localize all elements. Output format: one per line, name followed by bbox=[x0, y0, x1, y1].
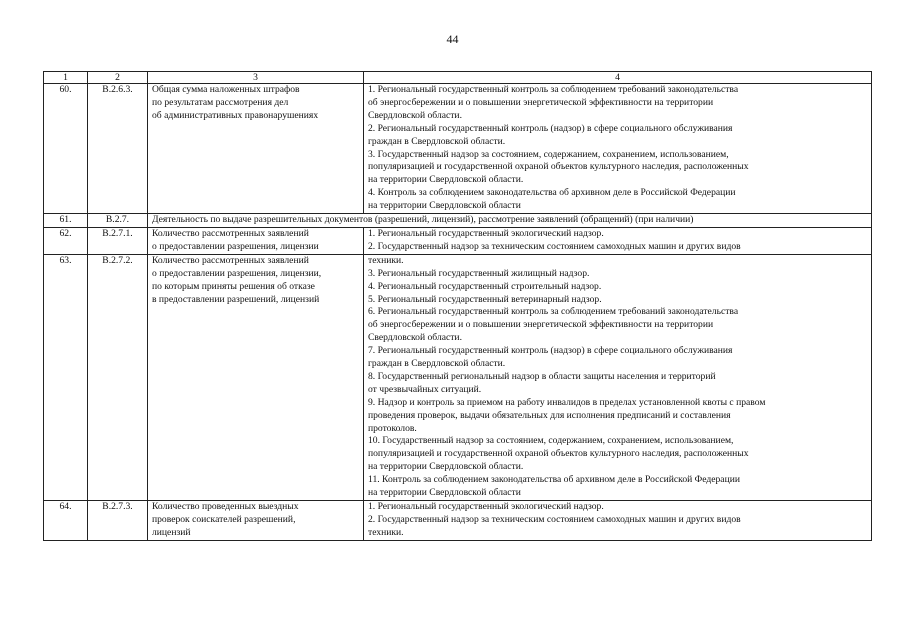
control-types bbox=[364, 227, 872, 254]
section-title bbox=[148, 214, 872, 228]
control-type-line: на территории Свердловской области. bbox=[368, 174, 524, 186]
row-number: 60. bbox=[44, 84, 88, 214]
table-row bbox=[44, 501, 872, 541]
control-type-line: 1. Региональный государственный экологический надзор. bbox=[368, 501, 604, 512]
control-type-line: 4. Контроль за соблюдением законодательства об архивном деле в Российской Федерации bbox=[368, 187, 736, 199]
control-type-line: на территории Свердловской области. bbox=[368, 461, 524, 473]
indicator-name-line: об административных правонарушениях bbox=[152, 109, 319, 121]
control-type-line: 8. Государственный региональный надзор в области защиты населения и территорий bbox=[368, 370, 716, 382]
control-type-line: 2. Региональный государственный контроль (надзор) в сфере социального обслуживания bbox=[368, 122, 733, 134]
control-type-line: Свердловской области. bbox=[368, 332, 462, 344]
indicator-name-line: проверок соискателей разрешений, bbox=[152, 513, 296, 525]
table-body bbox=[44, 84, 872, 541]
indicator-name-line: лицензий bbox=[152, 526, 191, 538]
indicator-name bbox=[148, 501, 364, 541]
control-type-line: техники. bbox=[368, 254, 404, 266]
table-row bbox=[44, 227, 872, 254]
indicator-name-line: в предоставлении разрешений, лицензий bbox=[152, 293, 320, 305]
control-type-line: 2. Государственный надзор за техническим состоянием самоходных машин и других видов bbox=[368, 240, 741, 252]
control-type-line: об энергосбережении и о повышении энергетической эффективности на территории bbox=[368, 319, 714, 331]
indicator-name-line: о предоставлении разрешения, лицензии bbox=[152, 240, 319, 252]
column-header-2: 2 bbox=[88, 72, 148, 84]
indicator-name-line: Общая сумма наложенных штрафов bbox=[152, 84, 300, 95]
control-type-line: от чрезвычайных ситуаций. bbox=[368, 383, 482, 395]
indicator-name bbox=[148, 227, 364, 254]
control-type-line: 10. Государственный надзор за состоянием, содержанием, сохранением, использованием, bbox=[368, 435, 734, 447]
indicator-name-line: Количество рассмотренных заявлений bbox=[152, 254, 309, 266]
control-type-line: граждан в Свердловской области. bbox=[368, 358, 506, 370]
control-type-line: 3. Государственный надзор за состоянием, содержанием, сохранением, использованием, bbox=[368, 148, 729, 160]
section-title-text: Деятельность по выдаче разрешительных документов (разрешений, лицензий), рассмотрение заявлений (обращений) (при наличии) bbox=[152, 214, 694, 226]
indicator-code: В.2.7.3. bbox=[88, 501, 148, 541]
table-row bbox=[44, 254, 872, 500]
control-type-line: 9. Надзор и контроль за приемом на работу инвалидов в пределах установленной квоты с правом bbox=[368, 396, 766, 408]
control-type-line: 1. Региональный государственный экологический надзор. bbox=[368, 227, 604, 239]
control-type-line: 1. Региональный государственный контроль за соблюдением требований законодательства bbox=[368, 84, 739, 95]
control-type-line: на территории Свердловской области bbox=[368, 200, 521, 212]
indicator-name-line: по результатам рассмотрения дел bbox=[152, 96, 289, 108]
control-type-line: 11. Контроль за соблюдением законодательства об архивном деле в Российской Федерации bbox=[368, 474, 740, 486]
control-type-line: 6. Региональный государственный контроль за соблюдением требований законодательства bbox=[368, 306, 739, 318]
control-type-line: 7. Региональный государственный контроль (надзор) в сфере социального обслуживания bbox=[368, 345, 733, 357]
control-type-line: 5. Региональный государственный ветеринарный надзор. bbox=[368, 293, 602, 305]
indicator-code: В.2.7.1. bbox=[88, 227, 148, 254]
row-number: 62. bbox=[44, 227, 88, 254]
control-type-line: на территории Свердловской области bbox=[368, 487, 521, 499]
column-number-row bbox=[44, 72, 872, 84]
control-types bbox=[364, 501, 872, 541]
control-type-line: Свердловской области. bbox=[368, 109, 462, 121]
table-row bbox=[44, 84, 872, 214]
control-type-line: 4. Региональный государственный строительный надзор. bbox=[368, 280, 602, 292]
indicator-name bbox=[148, 84, 364, 214]
column-header-4: 4 bbox=[364, 72, 872, 84]
indicators-table bbox=[43, 71, 872, 541]
indicator-code: В.2.6.3. bbox=[88, 84, 148, 214]
control-type-line: об энергосбережении и о повышении энергетической эффективности на территории bbox=[368, 96, 714, 108]
row-number: 63. bbox=[44, 254, 88, 500]
indicator-name-line: Количество проведенных выездных bbox=[152, 501, 299, 512]
row-number: 61. bbox=[44, 214, 88, 228]
row-number: 64. bbox=[44, 501, 88, 541]
table-row bbox=[44, 214, 872, 228]
control-types bbox=[364, 254, 872, 500]
control-type-line: 2. Государственный надзор за техническим состоянием самоходных машин и других видов bbox=[368, 513, 741, 525]
indicator-name-line: Количество рассмотренных заявлений bbox=[152, 227, 309, 239]
indicator-code: В.2.7.2. bbox=[88, 254, 148, 500]
control-type-line: 3. Региональный государственный жилищный надзор. bbox=[368, 267, 590, 279]
control-type-line: протоколов. bbox=[368, 422, 417, 434]
control-types bbox=[364, 84, 872, 214]
control-type-line: проведения проверок, выдачи обязательных для исполнения предписаний и составления bbox=[368, 409, 731, 421]
indicator-name-line: по которым приняты решения об отказе bbox=[152, 280, 315, 292]
column-header-3: 3 bbox=[148, 72, 364, 84]
control-type-line: популяризацией и государственной охраной объектов культурного наследия, расположенных bbox=[368, 161, 749, 173]
control-type-line: граждан в Свердловской области. bbox=[368, 135, 506, 147]
control-type-line: техники. bbox=[368, 526, 404, 538]
indicator-name bbox=[148, 254, 364, 500]
column-header-1: 1 bbox=[44, 72, 88, 84]
indicator-code: В.2.7. bbox=[88, 214, 148, 228]
page-number: 44 bbox=[446, 32, 459, 46]
indicator-name-line: о предоставлении разрешения, лицензии, bbox=[152, 267, 322, 279]
control-type-line: популяризацией и государственной охраной объектов культурного наследия, расположенных bbox=[368, 448, 749, 460]
